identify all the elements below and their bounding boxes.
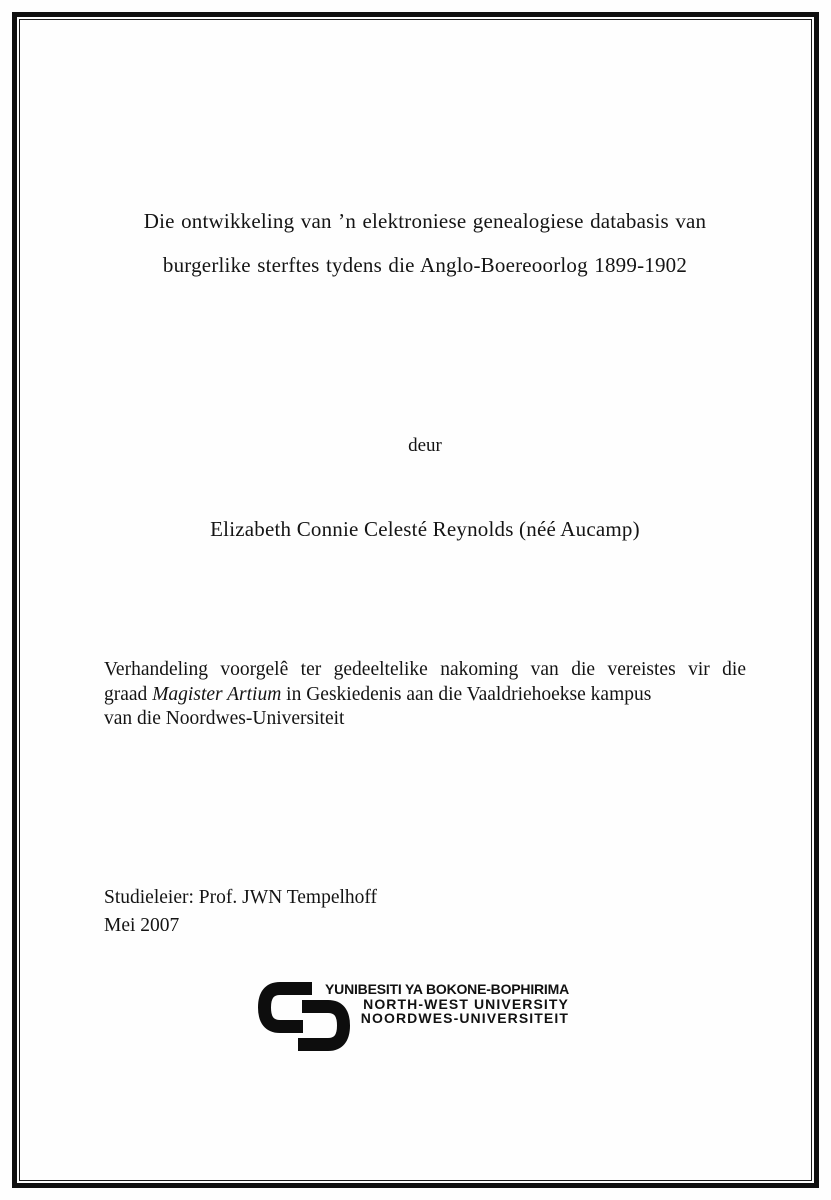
logo-text-setswana: YUNIBESITI YA BOKONE-BOPHIRIMA — [325, 981, 569, 997]
supervisor-block — [104, 884, 746, 939]
degree-statement-line-2 — [104, 683, 746, 708]
date-line: Mei 2007 — [104, 914, 180, 936]
thesis-title-line-2: burgerlike sterftes tydens die Anglo-Boereoorlog 1899-1902 — [162, 252, 688, 277]
degree-statement-line-3: van die Noordwes-Universiteit — [104, 708, 345, 730]
degree-statement-line-2-post: in Geskiedenis aan die Vaaldriehoekse kampus — [281, 683, 652, 705]
degree-statement-line-2-pre: graad — [104, 683, 153, 705]
thesis-title — [104, 200, 746, 287]
degree-statement — [104, 658, 746, 732]
thesis-title-line-1: Die ontwikkeling van ’n elektroniese genealogiese databasis van — [143, 209, 707, 233]
title-page-content — [104, 0, 746, 1200]
university-logo — [258, 982, 678, 1054]
degree-name-italic: Magister Artium — [152, 683, 282, 705]
degree-statement-line-1: Verhandeling voorgelê ter gedeeltelike nakoming van die vereistes vir die — [104, 659, 746, 680]
university-logo-text — [319, 982, 569, 1026]
byline-deur: deur — [408, 435, 442, 456]
logo-text-afrikaans: NOORDWES-UNIVERSITEIT — [360, 1010, 569, 1027]
author-name: Elizabeth Connie Celesté Reynolds (néé Aucamp) — [210, 517, 640, 541]
supervisor-line: Studieleier: Prof. JWN Tempelhoff — [104, 887, 378, 908]
logo-text-english: NORTH-WEST UNIVERSITY — [363, 995, 569, 1012]
